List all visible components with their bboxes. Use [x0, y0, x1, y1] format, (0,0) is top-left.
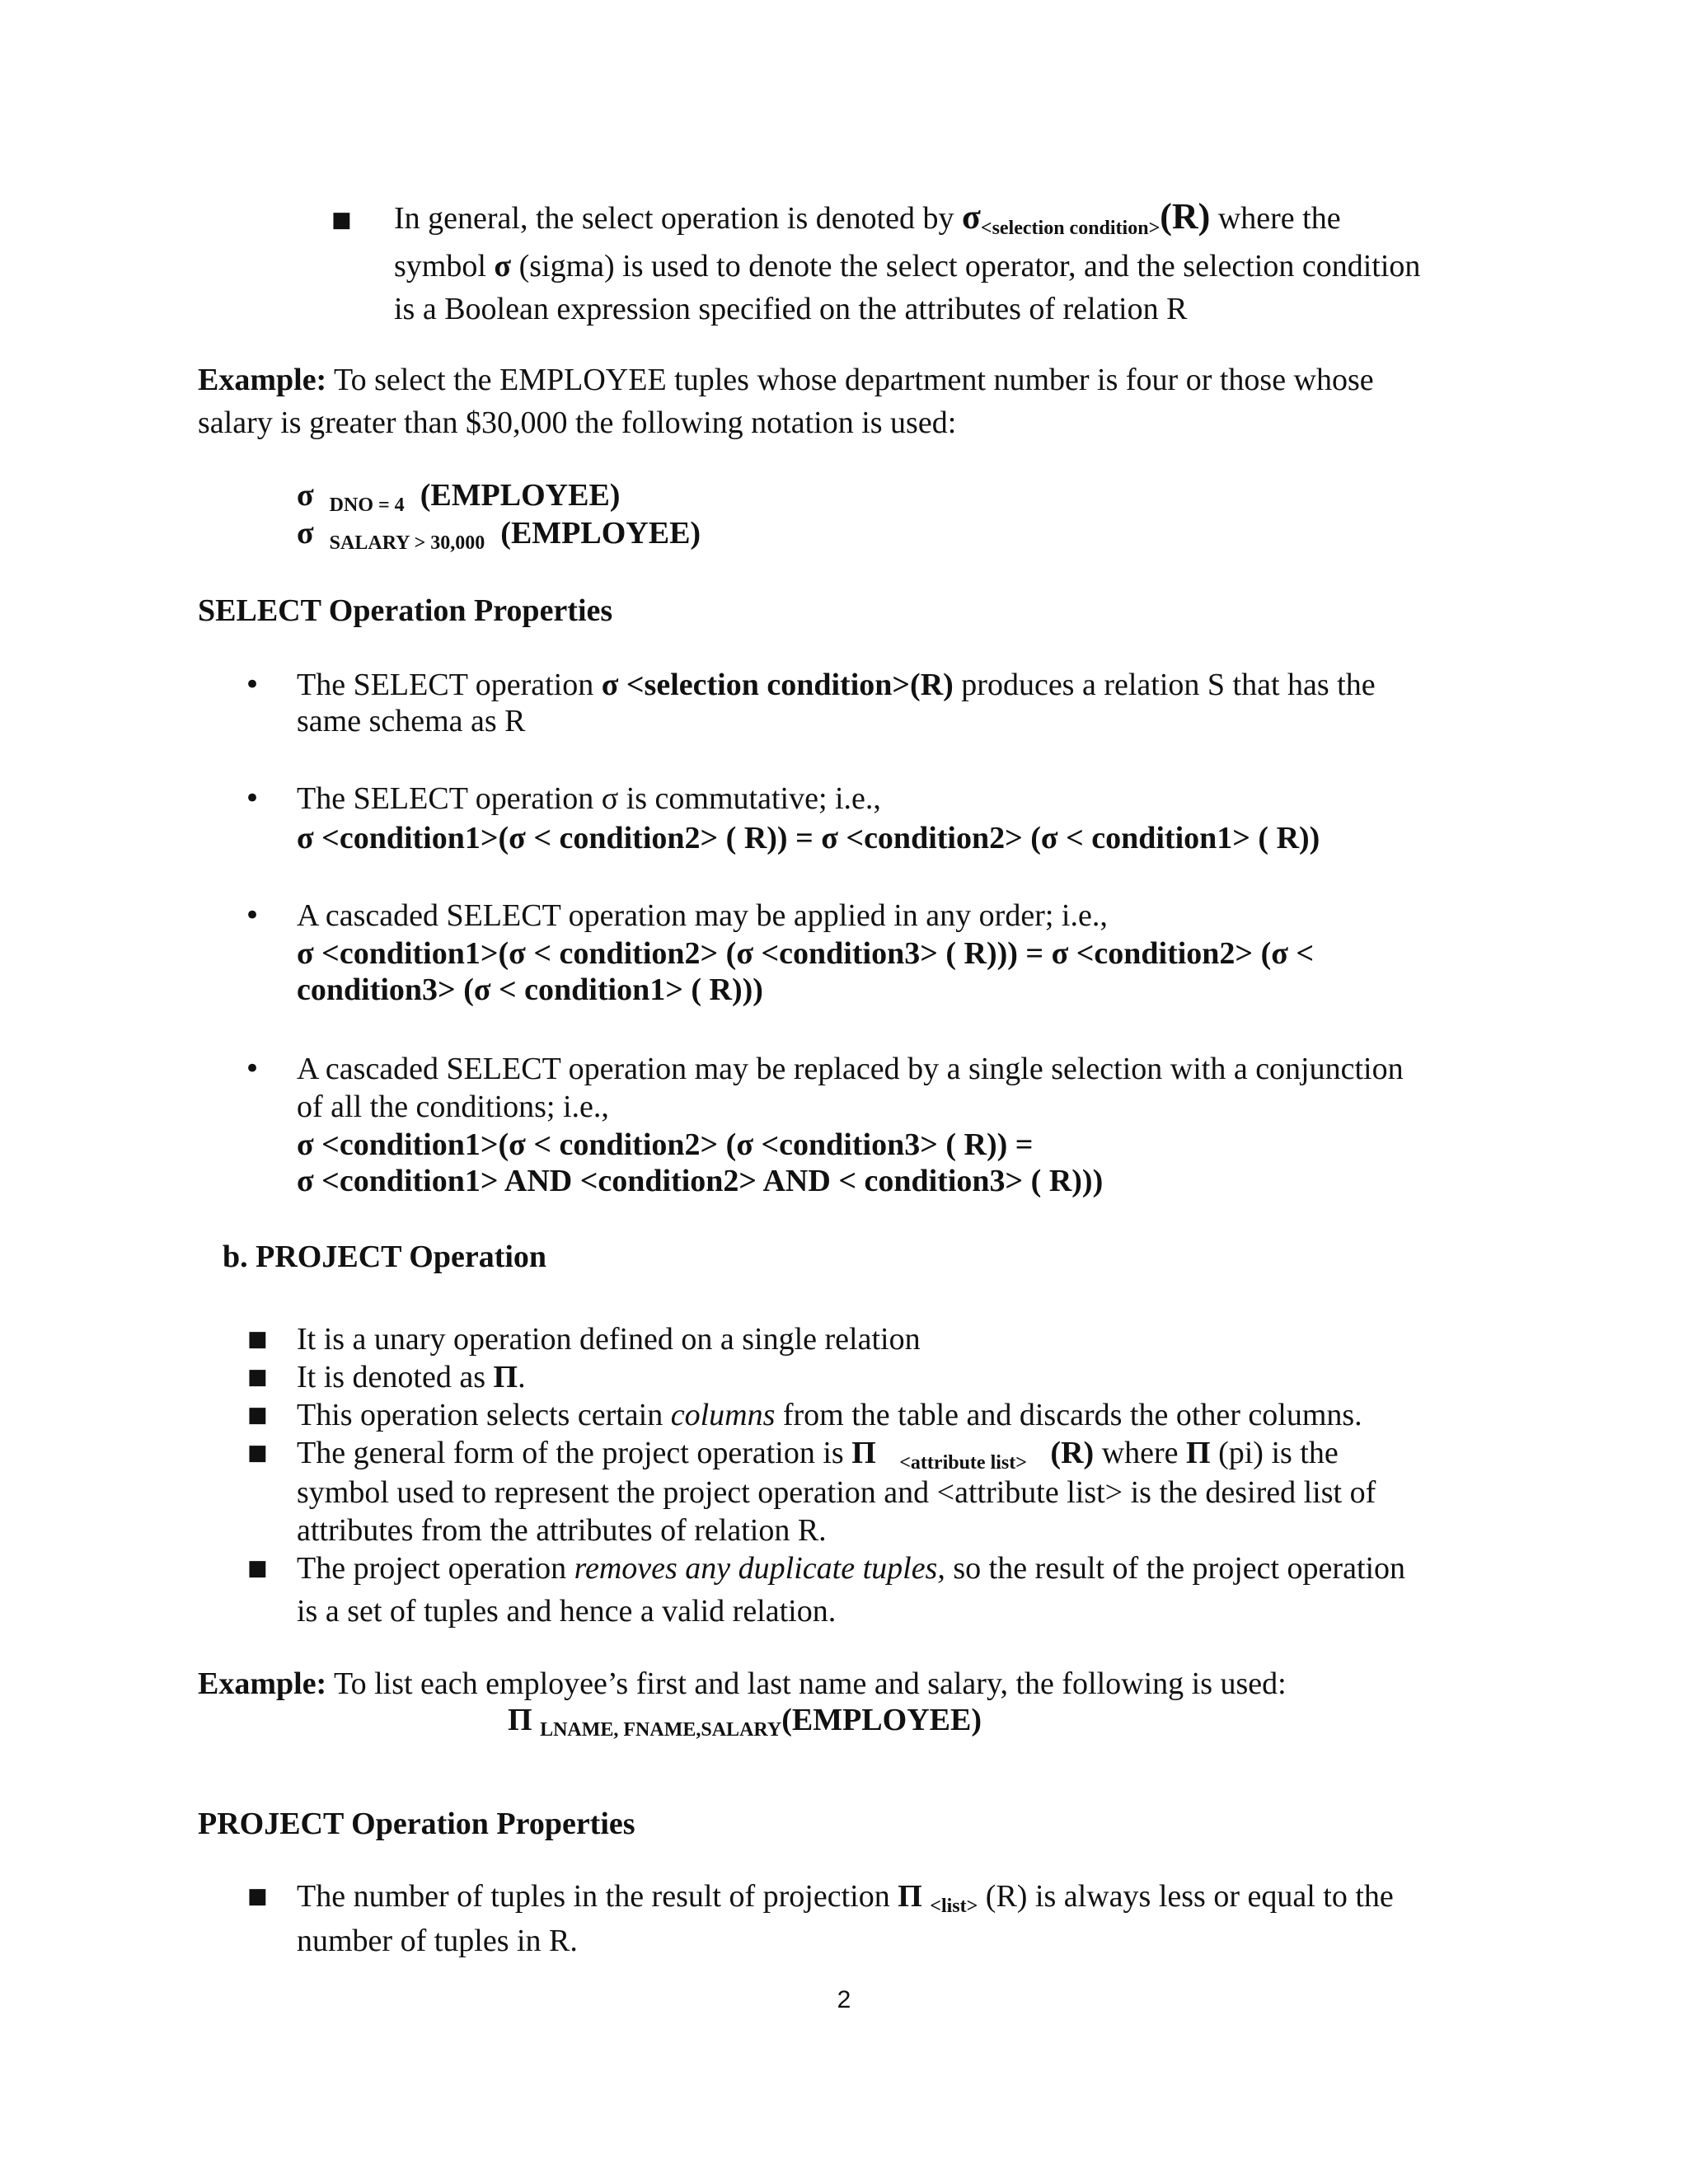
select-prop-1-line-2: same schema as R	[297, 704, 526, 738]
example1-expression-2: σ SALARY > 30,000 (EMPLOYEE)	[297, 516, 701, 554]
round-bullet-icon: •	[244, 1052, 261, 1085]
square-bullet-icon: ■	[331, 208, 352, 232]
select-prop-4-line-1: A cascaded SELECT operation may be replaced by a single selection with a conjunction	[297, 1052, 1404, 1086]
select-properties-heading: SELECT Operation Properties	[198, 593, 613, 628]
project-item-4-line-3: attributes from the attributes of relation R.	[297, 1513, 827, 1548]
project-item-5-line-2: is a set of tuples and hence a valid relation.	[297, 1594, 837, 1629]
example1-line-2: salary is greater than $30,000 the following notation is used:	[198, 405, 957, 440]
page-number: 2	[837, 1986, 851, 2013]
project-item-3: This operation selects certain columns from the table and discards the other columns.	[297, 1398, 1362, 1432]
intro-line-3: is a Boolean expression specified on the attributes of relation R	[394, 292, 1188, 326]
round-bullet-icon: •	[244, 899, 261, 932]
intro-line-1: In general, the select operation is denoted by σ<selection condition>(R) where the	[394, 196, 1341, 239]
select-prop-3-formula-2: condition3> (σ < condition1> ( R)))	[297, 972, 763, 1007]
select-prop-2-line-1: The SELECT operation σ is commutative; i.e.,	[297, 781, 881, 816]
project-prop-line-2: number of tuples in R.	[297, 1924, 578, 1958]
project-item-4-line-1: The general form of the project operation is Π <attribute list> (R) where Π (pi) is the	[297, 1436, 1339, 1474]
project-item-2: It is denoted as Π.	[297, 1360, 526, 1394]
select-prop-4-formula-2: σ <condition1> AND <condition2> AND < condition3> ( R)))	[297, 1164, 1104, 1198]
project-item-5-line-1: The project operation removes any duplicate tuples, so the result of the project operation	[297, 1551, 1406, 1586]
example2-text: Example: To list each employee’s first and last name and salary, the following is used:	[198, 1666, 1287, 1701]
square-bullet-icon: ■	[247, 1556, 268, 1581]
select-prop-1-line-1: The SELECT operation σ <selection condition>(R) produces a relation S that has the	[297, 668, 1376, 702]
example1-expression-1: σ DNO = 4 (EMPLOYEE)	[297, 478, 621, 516]
select-prop-3-line-1: A cascaded SELECT operation may be applied in any order; i.e.,	[297, 898, 1108, 933]
round-bullet-icon: •	[244, 668, 261, 701]
select-prop-4-formula-1: σ <condition1>(σ < condition2> (σ <condition3> ( R)) =	[297, 1127, 1034, 1162]
square-bullet-icon: ■	[247, 1441, 268, 1465]
project-item-4-line-2: symbol used to represent the project operation and <attribute list> is the desired list of	[297, 1475, 1376, 1510]
project-properties-heading: PROJECT Operation Properties	[198, 1807, 635, 1841]
project-prop-line-1: The number of tuples in the result of projection Π <list> (R) is always less or equal to the	[297, 1879, 1394, 1917]
project-operation-heading: b. PROJECT Operation	[223, 1240, 547, 1274]
square-bullet-icon: ■	[247, 1365, 268, 1390]
square-bullet-icon: ■	[247, 1884, 268, 1909]
square-bullet-icon: ■	[247, 1403, 268, 1427]
intro-line-2: symbol σ (sigma) is used to denote the select operator, and the selection condition	[394, 249, 1421, 284]
round-bullet-icon: •	[244, 782, 261, 815]
square-bullet-icon: ■	[247, 1327, 268, 1352]
select-prop-4-line-2: of all the conditions; i.e.,	[297, 1090, 609, 1124]
example1-line-1: Example: To select the EMPLOYEE tuples whose department number is four or those whose	[198, 363, 1374, 397]
select-prop-3-formula-1: σ <condition1>(σ < condition2> (σ <condition3> ( R))) = σ <condition2> (σ <	[297, 936, 1315, 971]
select-prop-2-formula: σ <condition1>(σ < condition2> ( R)) = σ <condition2> (σ < condition1> ( R))	[297, 821, 1320, 855]
example2-expression: Π LNAME, FNAME,SALARY(EMPLOYEE)	[508, 1703, 982, 1741]
project-item-1: It is a unary operation defined on a single relation	[297, 1322, 921, 1357]
